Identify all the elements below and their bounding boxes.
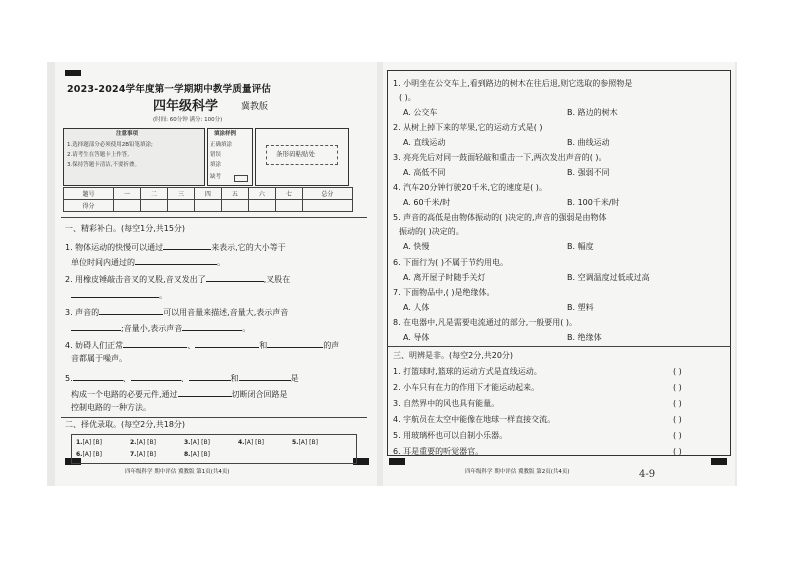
handwritten-mark: 4-9 [639, 469, 656, 480]
q-text: 、 [187, 341, 196, 350]
notes-line: 2.请考生在答题卡上作答, [67, 152, 129, 158]
q-text: 可以用音量来描述,音量大,表示声音 [163, 308, 289, 317]
tf-answer-paren[interactable]: ( ) [673, 399, 682, 408]
exam-photo [47, 62, 737, 486]
q-text: 2. 用橡皮锤敲击音叉的叉股,音叉发出了 [65, 275, 206, 284]
score-cell [221, 200, 248, 212]
notes-line: 1.选择题部分必须使用2B铅笔填涂; [67, 142, 153, 148]
fill-sample-row: 填涂 [210, 162, 222, 168]
answer-choice[interactable]: 5.[A] [B] [292, 439, 318, 446]
option-b[interactable]: B. 幅度 [567, 242, 594, 251]
mc-question-5-cont: 振动的( )决定的。 [399, 227, 464, 236]
q-text: 、 [122, 374, 131, 383]
q-text: 来表示,它的大小等于 [211, 243, 286, 252]
exam-title: 2023-2024学年度第一学期期中教学质量评估 [67, 84, 272, 95]
option-a[interactable]: A. 高低不同 [403, 168, 446, 177]
q-text: 1. 物体运动的快慢可以通过 [65, 243, 164, 252]
edition-label: 冀教版 [241, 102, 269, 112]
score-header-row [64, 188, 353, 200]
q-text: 、 [180, 374, 189, 383]
answer-blank[interactable] [73, 372, 123, 381]
tf-question: 5. 用玻璃杯也可以自制小乐器。 [393, 431, 508, 440]
answer-paren[interactable]: ( )。 [399, 93, 416, 102]
option-b[interactable]: B. 100千米/时 [567, 198, 620, 207]
answer-choice[interactable]: 4.[A] [B] [238, 439, 264, 446]
q-text: ;音量小,表示声音 [121, 324, 183, 333]
question-3-cont [71, 322, 250, 333]
notes-box [63, 128, 205, 186]
exam-page-1 [55, 62, 377, 486]
fill-sample-box [207, 128, 253, 186]
option-a[interactable]: A. 离开屋子时随手关灯 [403, 273, 486, 282]
tf-question: 3. 自然界中的风也具有能量。 [393, 399, 500, 408]
mc-question-4: 4. 汽车20分钟行驶20千米,它的速度是( )。 [393, 183, 547, 192]
question-1 [65, 241, 286, 252]
score-cell: 题号 [64, 188, 114, 200]
mc-question-2: 2. 从树上掉下来的苹果,它的运动方式是( ) [393, 123, 543, 132]
option-b[interactable]: B. 路边的树木 [567, 108, 618, 117]
q-text: 4. 妨碍人们正常 [65, 341, 124, 350]
q-text: 单位时间内通过的 [71, 258, 135, 267]
section-divider [61, 217, 367, 218]
score-cell: 七 [275, 188, 302, 200]
question-4 [65, 339, 339, 350]
tf-answer-paren[interactable]: ( ) [673, 367, 682, 376]
q-text: 。 [217, 258, 225, 267]
option-b[interactable]: B. 空调温度过低或过高 [567, 273, 650, 282]
q-text: 切断闭合回路是 [231, 390, 288, 399]
absent-checkbox[interactable] [234, 175, 248, 182]
score-cell: 得分 [64, 200, 114, 212]
mc-question-1: 1. 小明坐在公交车上,看到路边的树木在往后退,则它选取的参照物是 [393, 79, 633, 88]
option-a[interactable]: A. 60千米/时 [403, 198, 451, 207]
answer-blank[interactable] [99, 306, 163, 315]
answer-choice[interactable]: 1.[A] [B] [76, 439, 102, 446]
mc-question-8: 8. 在电器中,凡是需要电流通过的部分,一般要用( )。 [393, 318, 578, 327]
option-a[interactable]: A. 公交车 [403, 108, 438, 117]
answer-blank[interactable] [135, 256, 217, 265]
score-value-row [64, 200, 353, 212]
answer-blank[interactable] [267, 339, 323, 348]
fill-sample-title: 填涂样例 [214, 131, 237, 137]
option-b[interactable]: B. 曲线运动 [567, 138, 610, 147]
subject-title: 四年级科学 [153, 99, 219, 114]
section-2-title: 二、择优录取。(每空2分,共18分) [65, 420, 186, 429]
score-cell: 三 [167, 188, 194, 200]
barcode-area [255, 128, 349, 186]
section-divider [387, 346, 731, 347]
mc-question-6: 6. 下面行为( )不属于节约用电。 [393, 258, 508, 267]
tf-answer-paren[interactable]: ( ) [673, 431, 682, 440]
answer-choice[interactable]: 2.[A] [B] [130, 439, 156, 446]
option-a[interactable]: A. 直线运动 [403, 138, 446, 147]
answer-choice[interactable]: 8.[A] [B] [184, 451, 210, 458]
page-footer: 四年级科学 期中评估 冀教版 第1页(共4页) [125, 469, 230, 475]
question-2 [65, 273, 290, 284]
answer-blank[interactable] [123, 339, 187, 348]
option-a[interactable]: A. 人体 [403, 303, 430, 312]
score-cell: 四 [194, 188, 221, 200]
mc-question-7: 7. 下面物品中,( )是绝缘体。 [393, 288, 495, 297]
option-b[interactable]: B. 塑料 [567, 303, 594, 312]
answer-blank[interactable] [71, 322, 121, 331]
q-text: 。 [159, 291, 167, 300]
score-cell: 一 [114, 188, 141, 200]
answer-blank[interactable] [189, 372, 231, 381]
question-3 [65, 306, 288, 317]
score-cell [167, 200, 194, 212]
registration-mark [65, 70, 81, 76]
answer-choice[interactable]: 6.[A] [B] [76, 451, 102, 458]
tf-question: 4. 宇航员在太空中能像在地球一样直接交流。 [393, 415, 556, 424]
answer-blank[interactable] [163, 241, 211, 250]
registration-mark [389, 458, 405, 465]
question-2-cont [71, 289, 167, 300]
option-b[interactable]: B. 绝缘体 [567, 333, 602, 342]
tf-question: 2. 小车只有在力的作用下才能运动起来。 [393, 383, 540, 392]
score-cell: 六 [248, 188, 275, 200]
q-text: ,叉股在 [263, 275, 291, 284]
q-text: 和 [230, 374, 239, 383]
tf-answer-paren[interactable]: ( ) [673, 447, 682, 456]
q-text: 和 [259, 341, 268, 350]
question-5 [65, 372, 299, 383]
question-5-cont: 控制电路的一种方法。 [71, 403, 151, 412]
option-b[interactable]: B. 强弱不同 [567, 168, 610, 177]
score-cell [194, 200, 221, 212]
answer-choice[interactable]: 7.[A] [B] [130, 451, 156, 458]
answer-blank[interactable] [239, 372, 291, 381]
fill-sample-row: 正确填涂 [210, 142, 233, 148]
answer-blank[interactable] [182, 322, 242, 331]
question-4-cont: 音都属于噪声。 [71, 354, 127, 363]
q-text: 。 [242, 324, 251, 333]
q-text: 是 [290, 374, 299, 383]
tf-answer-paren[interactable]: ( ) [673, 415, 682, 424]
score-cell [114, 200, 141, 212]
notes-line: 3.保持答题卡清洁,不要折叠。 [67, 162, 140, 168]
option-a[interactable]: A. 导体 [403, 333, 430, 342]
answer-blank[interactable] [206, 273, 264, 282]
tf-question: 1. 打篮球时,篮球的运动方式是直线运动。 [393, 367, 542, 376]
section-3-title: 三、明辨是非。(每空2分,共20分) [393, 351, 514, 360]
barcode-label: 条形码粘贴处 [276, 150, 315, 158]
exam-info: (时间: 60分钟 满分: 100分) [153, 117, 223, 123]
absent-label: 缺考 [210, 174, 222, 180]
section-divider [61, 417, 367, 418]
registration-mark [711, 458, 727, 465]
q-text: 的声 [323, 341, 340, 350]
page-footer: 四年级科学 期中评估 冀教版 第2页(共4页) [465, 469, 570, 475]
score-cell: 总分 [302, 188, 352, 200]
q-text: 构成一个电路的必要元件,通过 [71, 390, 178, 399]
notes-title: 注意事项 [116, 131, 139, 137]
tf-question: 6. 耳是重要的听觉器官。 [393, 447, 484, 456]
q-text: 5. [65, 374, 73, 383]
score-table [63, 187, 353, 212]
score-cell: 二 [141, 188, 168, 200]
option-a[interactable]: A. 快慢 [403, 242, 430, 251]
answer-blank[interactable] [195, 339, 259, 348]
mc-question-3: 3. 亮亮先后对同一鼓面轻敲和重击一下,两次发出声音的( )。 [393, 153, 607, 162]
score-cell [302, 200, 352, 212]
question-1-cont [71, 256, 225, 267]
mc-question-5: 5. 声音的高低是由物体振动的( )决定的,声音的强弱是由物体 [393, 213, 607, 222]
answer-blank[interactable] [131, 372, 181, 381]
q-text: 3. 声音的 [65, 308, 100, 317]
tf-answer-paren[interactable]: ( ) [673, 383, 682, 392]
exam-page-2 [383, 62, 735, 486]
answer-blank[interactable] [178, 388, 232, 397]
section-1-title: 一、精彩补白。(每空1分,共15分) [65, 224, 186, 233]
answer-choice[interactable]: 3.[A] [B] [184, 439, 210, 446]
score-cell [275, 200, 302, 212]
answer-grid [71, 434, 357, 464]
score-cell [248, 200, 275, 212]
question-5-cont [71, 388, 288, 399]
answer-blank[interactable] [71, 289, 159, 298]
fill-sample-row: 错误 [210, 152, 222, 158]
score-cell: 五 [221, 188, 248, 200]
score-cell [141, 200, 168, 212]
